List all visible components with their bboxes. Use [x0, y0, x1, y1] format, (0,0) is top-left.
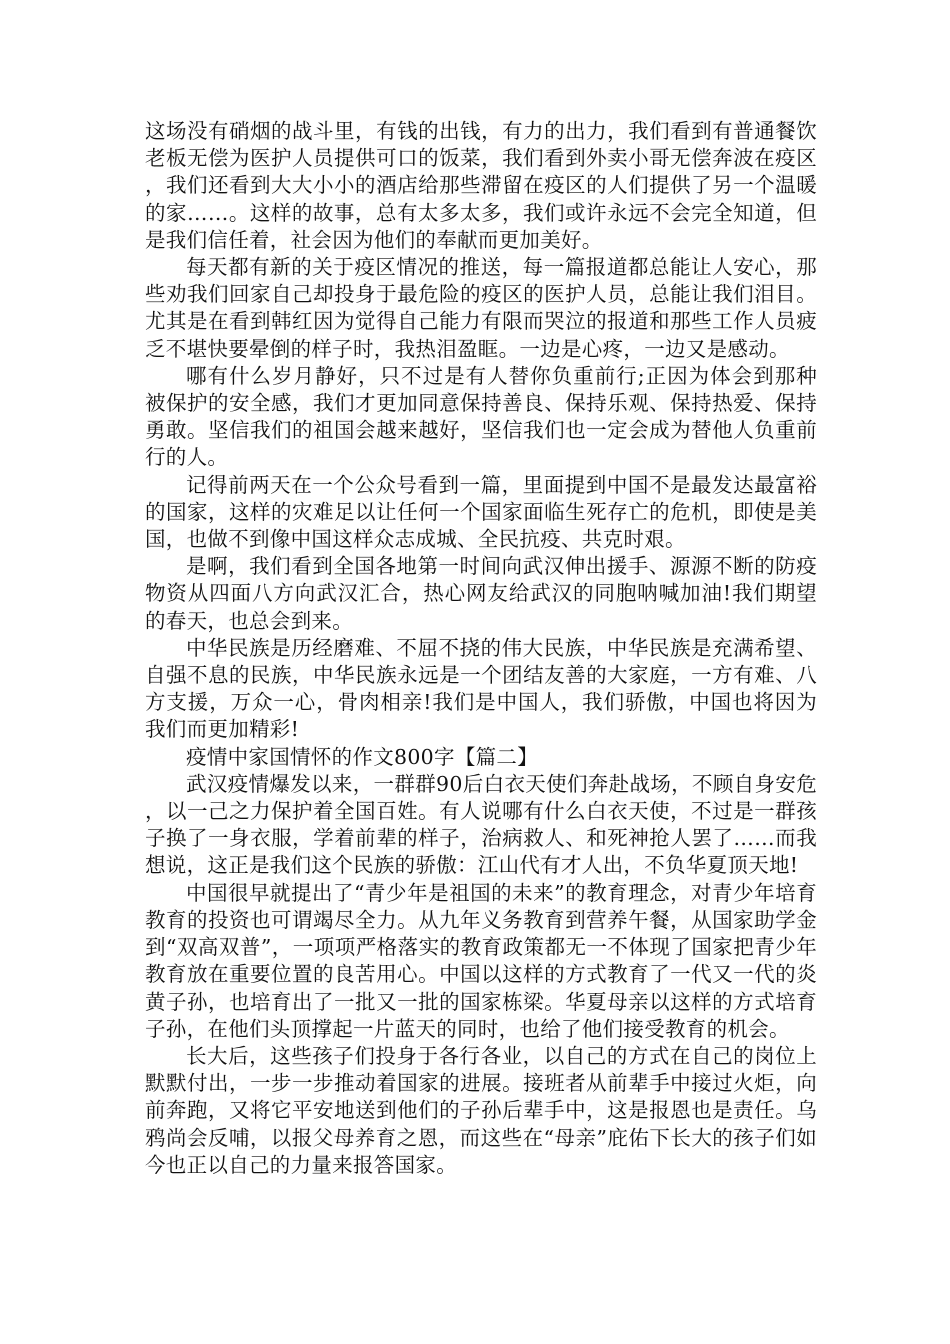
- paragraph-continuation: 这场没有硝烟的战斗里，有钱的出钱，有力的出力，我们看到有普通餐饮老板无偿为医护人员提供可口的饭菜，我们看到外卖小哥无偿奔波在疫区，我们还看到大大小小的酒店给那些滞留在疫区的人们提供了另一个温暖的家……。这样的故事，总有太多太多，我们或许永远不会完全知道，但是我们信任着，社会因为他们的奉献而更加美好。: [145, 119, 817, 252]
- paragraph-quiet-years: 哪有什么岁月静好，只不过是有人替你负重前行;正因为体会到那种被保护的安全感，我们才更加同意保持善良、保持乐观、保持热爱、保持勇敢。坚信我们的祖国会越来越好，坚信我们也一定会成为替他人负重前行的人。: [145, 363, 817, 470]
- paragraph-support-wuhan: 是啊，我们看到全国各地第一时间向武汉伸出援手、源源不断的防疫物资从四面八方向武汉汇合，热心网友给武汉的同胞呐喊加油!我们期望的春天，也总会到来。: [145, 554, 817, 633]
- section-heading: 疫情中家国情怀的作文800字【篇二】: [186, 744, 539, 769]
- paragraph-angels-in-white: 武汉疫情爆发以来，一群群90后白衣天使们奔赴战场，不顾自身安危，以一己之力保护着全国百姓。有人说哪有什么白衣天使，不过是一群孩子换了一身衣服，学着前辈的样子，治病救人、和死神抢人罢了……而我想说，这正是我们这个民族的骄傲：江山代有才人出，不负华夏顶天地!: [145, 771, 817, 878]
- paragraph-chinese-nation: 中华民族是历经磨难、不屈不挠的伟大民族，中华民族是充满希望、自强不息的民族，中华民族永远是一个团结友善的大家庭，一方有难、八方支援，万众一心，骨肉相亲!我们是中国人，我们骄傲，中国也将因为我们而更加精彩!: [145, 635, 817, 742]
- document-body: [145, 118, 817, 1179]
- paragraph-education: 中国很早就提出了“青少年是祖国的未来”的教育理念，对青少年培育教育的投资也可谓竭尽全力。从九年义务教育到营养午餐，从国家助学金到“双高双普”，一项项严格落实的教育政策都无一不体现了国家把青少年教育放在重要位置的良苦用心。中国以这样的方式教育了一代又一代的炎黄子孙，也培育出了一批又一批的国家栋梁。华夏母亲以这样的方式培育子孙，在他们头顶撑起一片蓝天的同时，也给了他们接受教育的机会。: [145, 880, 817, 1041]
- paragraph-grown-up: 长大后，这些孩子们投身于各行各业，以自己的方式在自己的岗位上默默付出，一步一步推动着国家的进展。接班者从前辈手中接过火炬，向前奔跑，又将它平安地送到他们的子孙后辈手中，这是报恩也是责任。乌鸦尚会反哺，以报父母养育之恩，而这些在“母亲”庇佑下长大的孩子们如今也正以自己的力量来报答国家。: [145, 1043, 817, 1177]
- paragraph-news-push: 每天都有新的关于疫区情况的推送，每一篇报道都总能让人安心，那些劝我们回家自己却投身于最危险的疫区的医护人员，总能让我们泪目。尤其是在看到韩红因为觉得自己能力有限而哭泣的报道和那些工作人员疲乏不堪快要晕倒的样子时，我热泪盈眶。一边是心疼，一边又是感动。: [145, 255, 817, 361]
- paragraph-public-account: 记得前两天在一个公众号看到一篇，里面提到中国不是最发达最富裕的国家，这样的灾难足以让任何一个国家面临生死存亡的危机，即使是美国，也做不到像中国这样众志成城、全民抗疫、共克时艰。: [145, 472, 817, 552]
